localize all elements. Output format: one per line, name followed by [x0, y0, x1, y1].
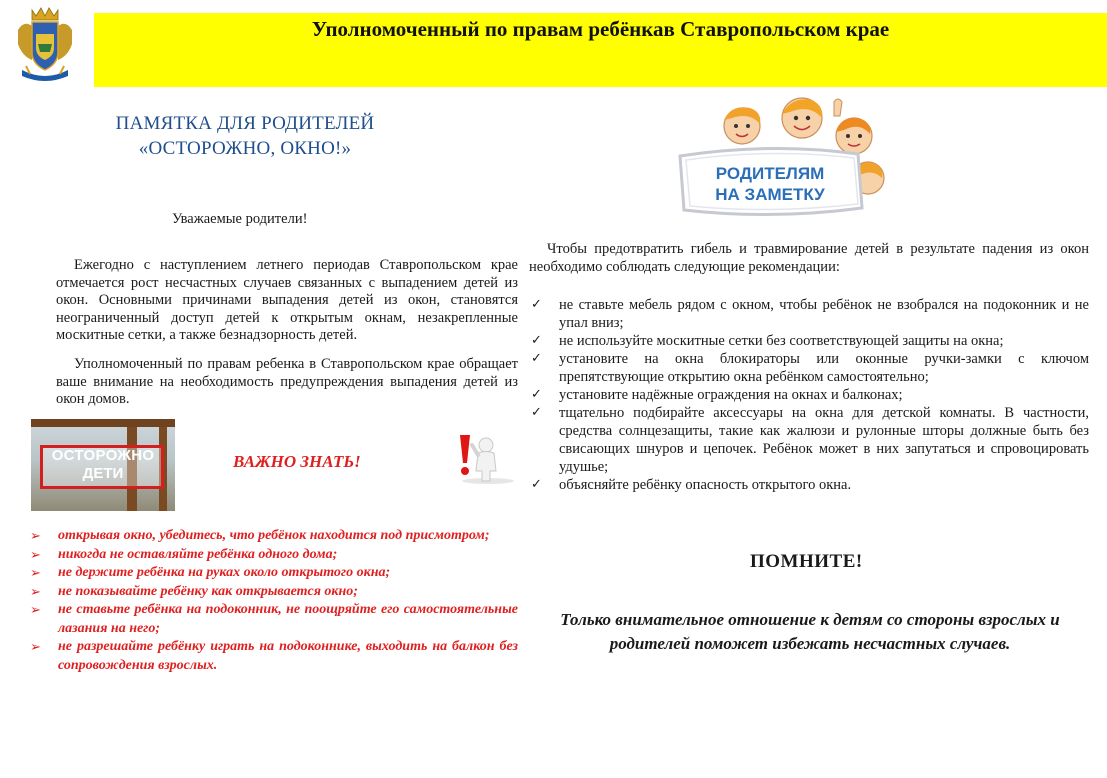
checkmark-icon: ✓ [531, 387, 542, 402]
kids-banner-line1: РОДИТЕЛЯМ [715, 164, 825, 183]
exclamation-person-icon [452, 431, 516, 485]
memo-title-line1: ПАМЯТКА ДЛЯ РОДИТЕЛЕЙ [115, 113, 375, 134]
checkmark-icon: ✓ [531, 333, 542, 348]
recommendation-list-item-text: не ставьте мебель рядом с окном, чтобы ребёнок не взобрался на подоконник и не упал вниз; [559, 297, 1089, 331]
checkmark-icon: ✓ [531, 405, 542, 420]
checkmark-icon: ✓ [531, 297, 542, 312]
warning-sign-line1: ОСТОРОЖНО [51, 447, 155, 464]
warning-sign-line2: ДЕТИ [82, 465, 124, 482]
page-title: Уполномоченный по правам ребёнкав Ставропольском крае [311, 17, 890, 41]
recommendation-list-item-text: установите на окна блокираторы или оконные ручки-замки с ключом препятствующие открытию окна ребёнком самостоятельно; [559, 351, 1089, 385]
important-list-item-text: не разрешайте ребёнку играть на подоконнике, выходить на балкон без сопровождения взрослых. [58, 639, 518, 673]
header-banner [94, 13, 1107, 87]
memo-title [40, 111, 450, 161]
important-list-item-text: никогда не оставляйте ребёнка одного дома; [58, 546, 338, 562]
recommendation-list-item [529, 404, 1089, 476]
recommendation-list-item-text: тщательно подбирайте аксессуары на окна для детской комнаты. В частности, средства солнцезащиты, такие как жалюзи и рулонные шторы должные быть без свисающих шнуров и цепочек. Ребёнок может в них запутаться и спровоцировать удушье; [559, 405, 1089, 475]
checkmark-icon: ✓ [531, 477, 542, 492]
intro-paragraph-2: Уполномоченный по правам ребенка в Ставропольском крае обращает ваше внимание на необходимость предупреждения выпадения детей из окон домов. [56, 356, 518, 408]
remember-heading: ПОМНИТЕ! [750, 551, 863, 572]
arrow-bullet-icon: ➢ [30, 546, 41, 562]
recommendation-list-item [529, 386, 1089, 404]
arrow-bullet-icon: ➢ [30, 528, 41, 543]
important-list-item [30, 564, 518, 583]
important-list-item [30, 638, 518, 675]
window-frame-icon [31, 419, 175, 427]
arrow-bullet-icon: ➢ [30, 602, 41, 617]
recommendation-list-item [529, 476, 1089, 494]
important-list-item-text: не держите ребёнка на руках около открытого окна; [58, 565, 391, 580]
recommendation-list-item-text: не используйте москитные сетки без соответствующей защиты на окна; [559, 333, 1004, 349]
important-list-item [30, 601, 518, 638]
intro-paragraph-1: Ежегодно с наступлением летнего периодав Ставропольском крае отмечается рост несчастных случаев связанных с выпадением детей из окон. Основными причинами выпадения детей из окон, становятся неограниченный доступ детей к открытым окнам, незакрепленные москитные сетки, а также безнадзорность детей. [56, 257, 518, 344]
important-list-item-text: не показывайте ребёнку как открывается окно; [58, 583, 358, 599]
important-list-item-text: не ставьте ребёнка на подоконник, не поощряйте его самостоятельные лазания на него; [58, 602, 518, 636]
arrow-bullet-icon: ➢ [30, 583, 41, 599]
recommendation-list-item-text: установите надёжные ограждения на окнах и балконах; [559, 387, 903, 403]
recommendation-list-item [529, 350, 1089, 386]
arrow-bullet-icon: ➢ [30, 565, 41, 580]
important-list-item-text: открывая окно, убедитесь, что ребёнок находится под присмотром; [58, 528, 490, 543]
stavropol-crest-icon [14, 4, 76, 84]
arrow-bullet-icon: ➢ [30, 639, 41, 654]
kids-banner-image [672, 96, 892, 220]
important-list-item [30, 583, 518, 602]
important-list [30, 527, 518, 675]
important-list-item [30, 527, 518, 546]
important-heading: ВАЖНО ЗНАТЬ! [233, 452, 361, 471]
recommendations-intro: Чтобы предотвратить гибель и травмирование детей в результате падения из окон необходимо соблюдать следующие рекомендации: [529, 241, 1089, 275]
closing-statement: Только внимательное отношение к детям со стороны взрослых и родителей поможет избежать несчастных случаев. [560, 610, 1060, 653]
recommendations-list [529, 296, 1089, 494]
kids-banner-line2: НА ЗАМЕТКУ [715, 185, 825, 204]
recommendation-list-item [529, 332, 1089, 350]
memo-title-line2: «ОСТОРОЖНО, ОКНО!» [138, 138, 352, 159]
greeting: Уважаемые родители! [172, 211, 308, 227]
recommendation-list-item-text: объясняйте ребёнку опасность открытого окна. [559, 477, 852, 493]
important-list-item [30, 546, 518, 565]
checkmark-icon: ✓ [531, 351, 542, 366]
recommendation-list-item [529, 296, 1089, 332]
warning-photo [31, 419, 175, 511]
